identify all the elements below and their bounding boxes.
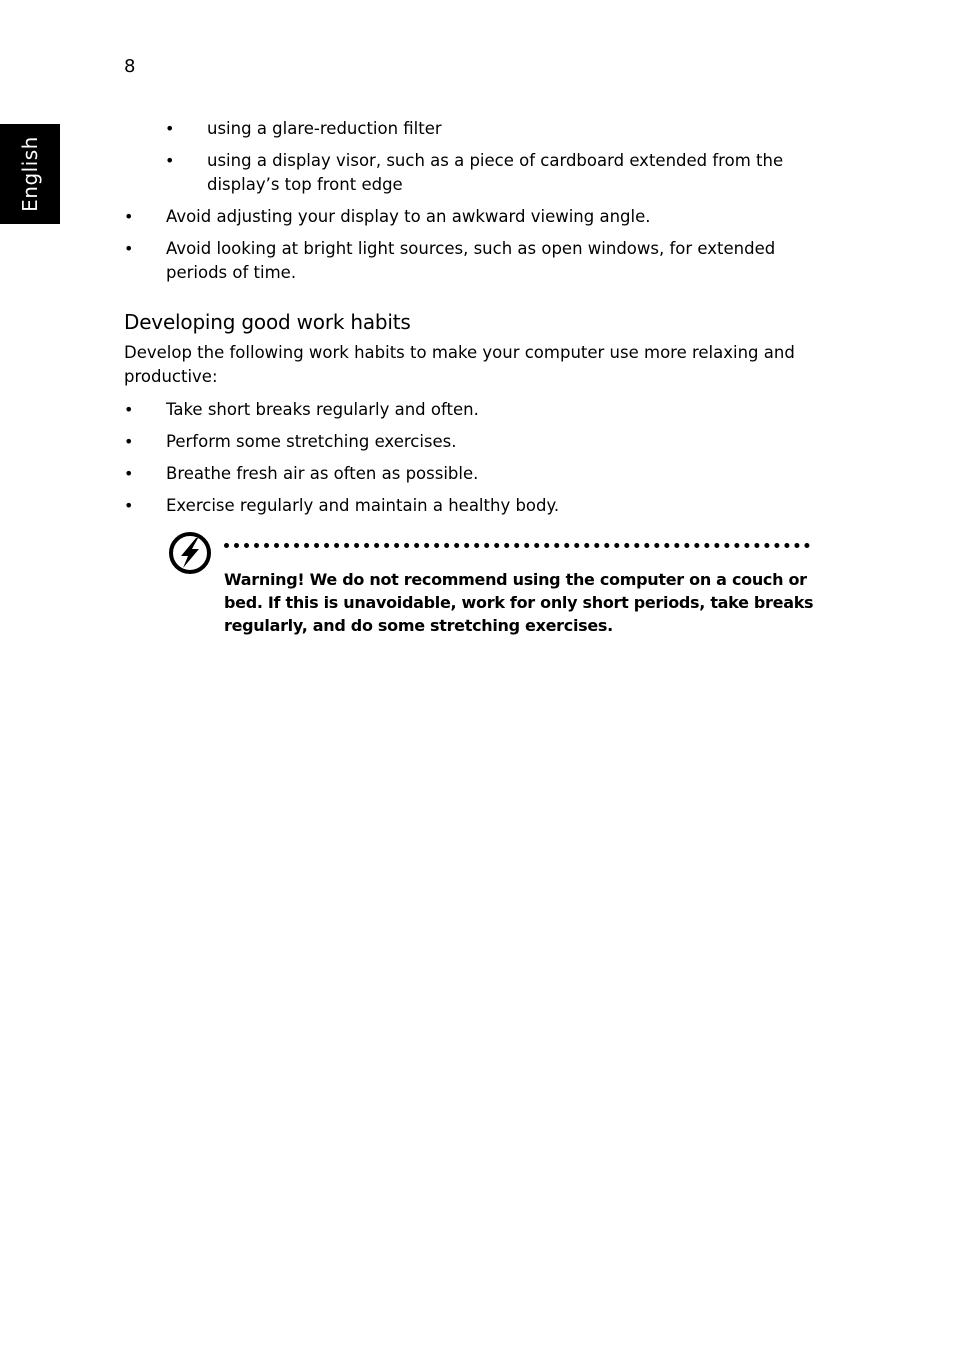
section-heading: Developing good work habits bbox=[124, 310, 411, 334]
list-item-text: Perform some stretching exercises. bbox=[166, 432, 457, 451]
bullet-marker: • bbox=[124, 432, 134, 451]
warning-divider bbox=[224, 543, 810, 548]
bullet-marker: • bbox=[124, 400, 134, 419]
bullet-marker: • bbox=[165, 119, 175, 138]
language-tab bbox=[0, 124, 60, 224]
bullet-marker: • bbox=[124, 239, 134, 258]
list-item bbox=[124, 494, 814, 518]
list-item bbox=[165, 149, 814, 197]
page-number: 8 bbox=[124, 56, 136, 77]
list-item-text: using a glare-reduction filter bbox=[207, 119, 442, 138]
list-item bbox=[124, 237, 814, 285]
bullet-marker: • bbox=[165, 151, 175, 170]
list-item-text: Avoid looking at bright light sources, such as open windows, for extended periods of time. bbox=[166, 239, 776, 282]
list-item-text: Breathe fresh air as often as possible. bbox=[166, 464, 479, 483]
section-intro: Develop the following work habits to make your computer use more relaxing and productive: bbox=[124, 343, 795, 386]
list-item-text: Exercise regularly and maintain a healthy body. bbox=[166, 496, 560, 515]
page-content bbox=[124, 117, 814, 641]
lightning-warning-icon bbox=[168, 531, 212, 575]
list-item bbox=[124, 462, 814, 486]
warning-callout bbox=[124, 531, 814, 641]
list-item-text: using a display visor, such as a piece of cardboard extended from the display’s top front edge bbox=[207, 151, 784, 194]
bullet-marker: • bbox=[124, 496, 134, 515]
language-tab-label: English bbox=[18, 136, 42, 212]
bullet-marker: • bbox=[124, 464, 134, 483]
list-item bbox=[165, 117, 814, 141]
list-item-text: Take short breaks regularly and often. bbox=[166, 400, 479, 419]
list-item bbox=[124, 430, 814, 454]
list-item-text: Avoid adjusting your display to an awkward viewing angle. bbox=[166, 207, 651, 226]
warning-text: Warning! We do not recommend using the computer on a couch or bed. If this is unavoidable, work for only short periods, take breaks regularly, and do some stretching exercises. bbox=[224, 570, 814, 635]
list-item bbox=[124, 398, 814, 422]
bullet-marker: • bbox=[124, 207, 134, 226]
list-item bbox=[124, 205, 814, 229]
